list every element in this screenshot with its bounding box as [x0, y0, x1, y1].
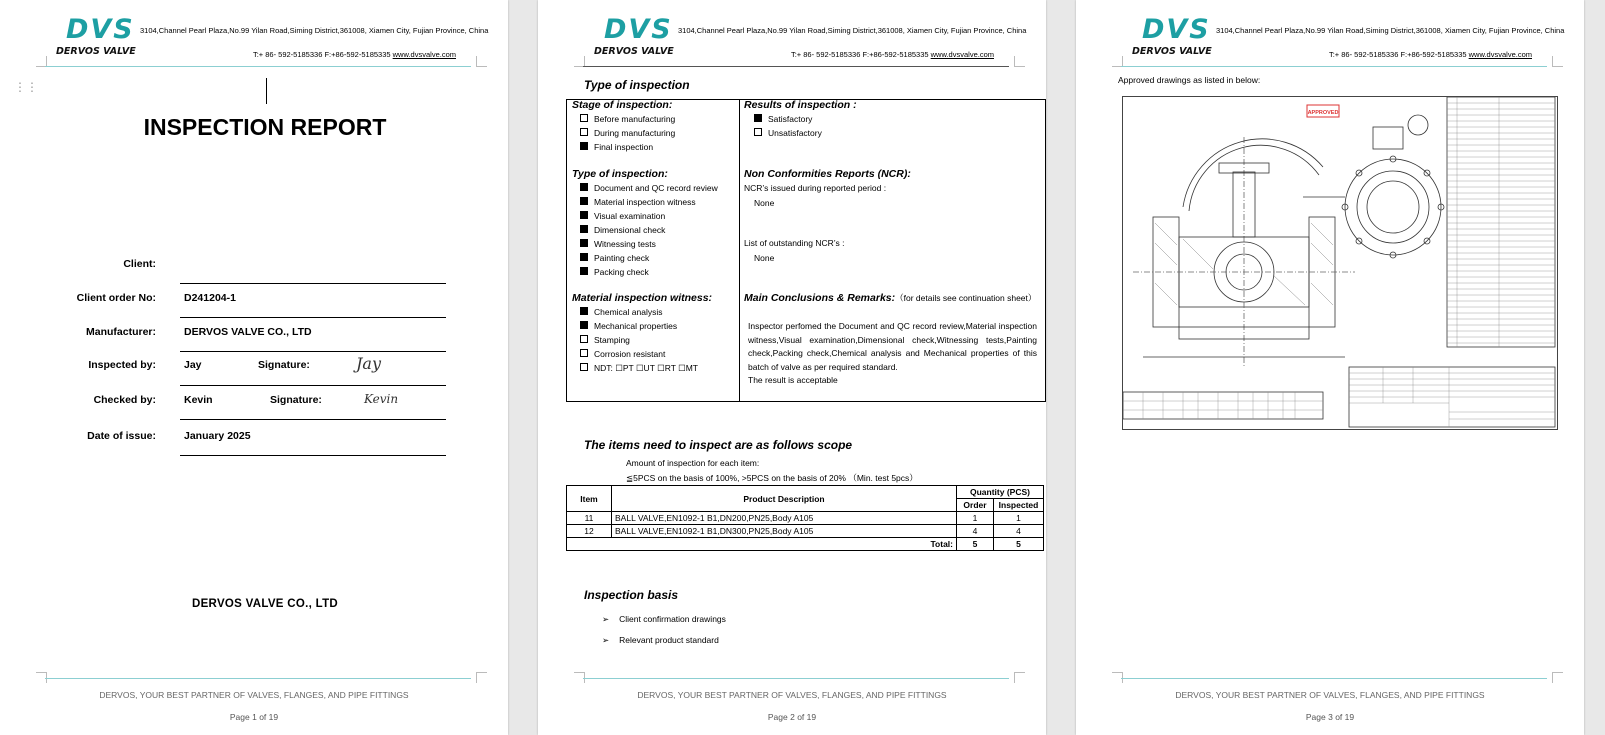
- corner-mark: [1552, 56, 1563, 67]
- checkbox[interactable]: [580, 142, 588, 150]
- corner-mark: [476, 56, 487, 67]
- material-item[interactable]: NDT: ☐PT ☐UT ☐RT ☐MT: [580, 363, 698, 374]
- basis-item: ➢ Relevant product standard: [602, 635, 719, 645]
- cell-order: 1: [957, 512, 994, 525]
- type-subheading: Type of inspection:: [572, 168, 668, 180]
- header-address: 3104,Channel Pearl Plaza,No.99 Yilan Road,Siming District,361008, Xiamen City, Fujian Province, China: [140, 26, 489, 35]
- checkbox[interactable]: [580, 307, 588, 315]
- total-order: 5: [957, 538, 994, 551]
- logo-name: DERVOS VALVE: [594, 46, 674, 57]
- checked-signature-label: Signature:: [270, 394, 322, 406]
- inspection-box-divider: [739, 99, 740, 401]
- header-website[interactable]: www.dvsvalve.com: [392, 50, 456, 59]
- type-of-inspection-heading: Type of inspection: [584, 78, 690, 92]
- header-phone: T:+ 86- 592-5185336 F:+86-592-5185335: [790, 50, 929, 59]
- cell-order: 4: [957, 525, 994, 538]
- logo-name: DERVOS VALVE: [1132, 46, 1212, 57]
- header-website[interactable]: www.dvsvalve.com: [930, 50, 994, 59]
- col-order: Order: [957, 499, 994, 512]
- inspected-signature: Jay: [356, 354, 381, 373]
- page-2: [538, 0, 1046, 735]
- checkbox[interactable]: [580, 197, 588, 205]
- date-label: Date of issue:: [87, 430, 156, 442]
- corner-mark: [1014, 672, 1025, 683]
- checkbox[interactable]: [580, 363, 588, 371]
- type-item[interactable]: Painting check: [580, 253, 649, 263]
- arrow-bullet-icon: ➢: [602, 614, 610, 624]
- checkbox[interactable]: [580, 211, 588, 219]
- checkbox[interactable]: [754, 128, 762, 136]
- quantity-table: [566, 485, 1044, 551]
- amount-line: Amount of inspection for each item:: [626, 458, 760, 468]
- table-header-row: [567, 486, 1044, 499]
- header-website[interactable]: www.dvsvalve.com: [1468, 50, 1532, 59]
- header-rule: [583, 66, 1009, 67]
- corner-mark: [476, 672, 487, 683]
- header-rule: [1121, 66, 1547, 67]
- cell-item: 12: [567, 525, 612, 538]
- header-phone: T:+ 86- 592-5185336 F:+86-592-5185335: [1328, 50, 1467, 59]
- footer-tagline: DERVOS, YOUR BEST PARTNER OF VALVES, FLANGES, AND PIPE FITTINGS: [99, 690, 409, 700]
- company-logo: [1132, 14, 1218, 58]
- page-number: Page 2 of 19: [767, 712, 817, 722]
- client-underline: [180, 283, 446, 284]
- footer-tagline: DERVOS, YOUR BEST PARTNER OF VALVES, FLANGES, AND PIPE FITTINGS: [637, 690, 947, 700]
- page-number: Page 1 of 19: [229, 712, 279, 722]
- date-underline: [180, 455, 446, 456]
- table-total-row: [567, 538, 1044, 551]
- checkbox[interactable]: [580, 321, 588, 329]
- basis-line: ≦5PCS on the basis of 100%, >5PCS on the basis of 20% （Min. test 5pcs）: [626, 473, 918, 483]
- footer-rule: [583, 678, 1009, 679]
- date-value[interactable]: January 2025: [184, 430, 251, 442]
- checked-label: Checked by:: [93, 394, 156, 406]
- order-label: Client order No:: [76, 292, 156, 304]
- type-item[interactable]: Material inspection witness: [580, 197, 696, 207]
- company-name: DERVOS VALVE CO., LTD: [191, 598, 339, 610]
- header-contact: [253, 50, 456, 59]
- stage-item[interactable]: During manufacturing: [580, 128, 675, 138]
- report-title: INSPECTION REPORT: [143, 114, 387, 140]
- header-contact: [791, 50, 994, 59]
- cell-description: BALL VALVE,EN1092-1 B1,DN300,PN25,Body A105: [612, 525, 957, 538]
- checkbox[interactable]: [580, 267, 588, 275]
- checked-signature: Kevin: [364, 392, 399, 406]
- footer-rule: [45, 678, 471, 679]
- checked-underline: [180, 419, 446, 420]
- inspected-value[interactable]: Jay: [184, 359, 202, 371]
- page-1: [0, 0, 508, 735]
- corner-mark: [1014, 56, 1025, 67]
- main-conclusions-text: Inspector perfomed the Document and QC record review,Material inspection witness,Visual examination,Dimensional check,Witnessing tests,Painting check,Packing check,Chemical analysis and Mechanical properties of this batch of valve as per required standard.: [748, 321, 1037, 372]
- manufacturer-value[interactable]: DERVOS VALVE CO., LTD: [184, 326, 312, 338]
- total-inspected: 5: [994, 538, 1044, 551]
- material-item[interactable]: Mechanical properties: [580, 321, 677, 331]
- page-number: Page 3 of 19: [1305, 712, 1355, 722]
- approved-stamp: APPROVED: [1307, 110, 1339, 116]
- main-conclusions-note: （for details see continuation sheet）: [895, 293, 1037, 303]
- header-contact: [1329, 50, 1532, 59]
- cell-description: BALL VALVE,EN1092-1 B1,DN200,PN25,Body A105: [612, 512, 957, 525]
- valve-drawing-svg: [1123, 97, 1557, 429]
- type-item[interactable]: Visual examination: [580, 211, 665, 221]
- footer-rule: [1121, 678, 1547, 679]
- results-item[interactable]: Satisfactory: [754, 114, 812, 124]
- text-cursor: [266, 78, 267, 104]
- basis-item: ➢ Client confirmation drawings: [602, 614, 726, 624]
- checkbox[interactable]: [580, 239, 588, 247]
- checkbox[interactable]: [580, 225, 588, 233]
- checkbox[interactable]: [580, 128, 588, 136]
- inspection-basis-heading: Inspection basis: [584, 588, 679, 602]
- results-heading: Results of inspection :: [744, 99, 857, 111]
- logo-name: DERVOS VALVE: [56, 46, 136, 57]
- material-subheading: Material inspection witness:: [572, 292, 713, 304]
- arrow-bullet-icon: ➢: [602, 635, 610, 645]
- main-result: The result is acceptable: [748, 375, 838, 385]
- type-item[interactable]: Dimensional check: [580, 225, 665, 235]
- ncr-issued: NCR’s issued during reported period :: [744, 183, 887, 193]
- header-address: 3104,Channel Pearl Plaza,No.99 Yilan Road,Siming District,361008, Xiamen City, Fujian Province, China: [1216, 26, 1565, 35]
- logo-mark: DVS: [1142, 14, 1211, 45]
- checkbox[interactable]: [580, 349, 588, 357]
- checkbox[interactable]: [580, 183, 588, 191]
- inspected-label: Inspected by:: [88, 359, 156, 371]
- checkbox[interactable]: [580, 335, 588, 343]
- drawings-intro: Approved drawings as listed in below:: [1118, 75, 1261, 85]
- total-label: Total:: [567, 538, 957, 551]
- cell-inspected: 4: [994, 525, 1044, 538]
- col-quantity: Quantity (PCS): [957, 486, 1044, 499]
- ncr-issued-value: None: [754, 198, 775, 208]
- company-logo: [594, 14, 680, 58]
- page-3: [1076, 0, 1584, 735]
- header-rule: [45, 66, 471, 67]
- results-item[interactable]: Unsatisfactory: [754, 128, 822, 138]
- header-address: 3104,Channel Pearl Plaza,No.99 Yilan Road,Siming District,361008, Xiamen City, Fujian Province, China: [678, 26, 1027, 35]
- ncr-outstanding-value: None: [754, 253, 775, 263]
- material-item[interactable]: Stamping: [580, 335, 630, 345]
- approved-drawing-image: [1122, 96, 1558, 430]
- manufacturer-label: Manufacturer:: [85, 326, 156, 338]
- type-item[interactable]: Document and QC record review: [580, 183, 718, 193]
- corner-mark: [1552, 672, 1563, 683]
- logo-mark: DVS: [66, 14, 135, 45]
- stage-item[interactable]: Before manufacturing: [580, 114, 675, 124]
- table-row: [567, 512, 1044, 525]
- stage-heading: Stage of inspection:: [572, 99, 673, 111]
- ncr-outstanding: List of outstanding NCR’s :: [744, 238, 845, 248]
- cell-item: 11: [567, 512, 612, 525]
- material-item[interactable]: Chemical analysis: [580, 307, 663, 317]
- manufacturer-underline: [180, 351, 446, 352]
- col-item: Item: [567, 486, 612, 512]
- checkbox[interactable]: [580, 253, 588, 261]
- main-conclusions-heading: Main Conclusions & Remarks:（for details see continuation sheet）: [744, 292, 1037, 304]
- type-item[interactable]: Packing check: [580, 267, 649, 277]
- col-inspected: Inspected: [994, 499, 1044, 512]
- checked-value[interactable]: Kevin: [184, 394, 213, 406]
- inspected-underline: [180, 385, 446, 386]
- footer-tagline: DERVOS, YOUR BEST PARTNER OF VALVES, FLANGES, AND PIPE FITTINGS: [1175, 690, 1485, 700]
- order-value[interactable]: D241204-1: [184, 292, 236, 304]
- col-description: Product Description: [612, 486, 957, 512]
- company-logo: [56, 14, 142, 58]
- cell-inspected: 1: [994, 512, 1044, 525]
- drag-handle-icon[interactable]: ⋮⋮: [14, 80, 38, 94]
- inspected-signature-label: Signature:: [258, 359, 310, 371]
- order-underline: [180, 317, 446, 318]
- checkbox[interactable]: [754, 114, 762, 122]
- client-label: Client:: [123, 258, 156, 270]
- table-row: [567, 525, 1044, 538]
- header-phone: T:+ 86- 592-5185336 F:+86-592-5185335: [252, 50, 391, 59]
- logo-mark: DVS: [604, 14, 673, 45]
- ncr-heading: Non Conformities Reports (NCR):: [744, 168, 911, 180]
- scope-heading: The items need to inspect are as follows scope: [584, 438, 853, 452]
- stage-item[interactable]: Final inspection: [580, 142, 653, 152]
- type-item[interactable]: Witnessing tests: [580, 239, 656, 249]
- checkbox[interactable]: [580, 114, 588, 122]
- material-item[interactable]: Corrosion resistant: [580, 349, 665, 359]
